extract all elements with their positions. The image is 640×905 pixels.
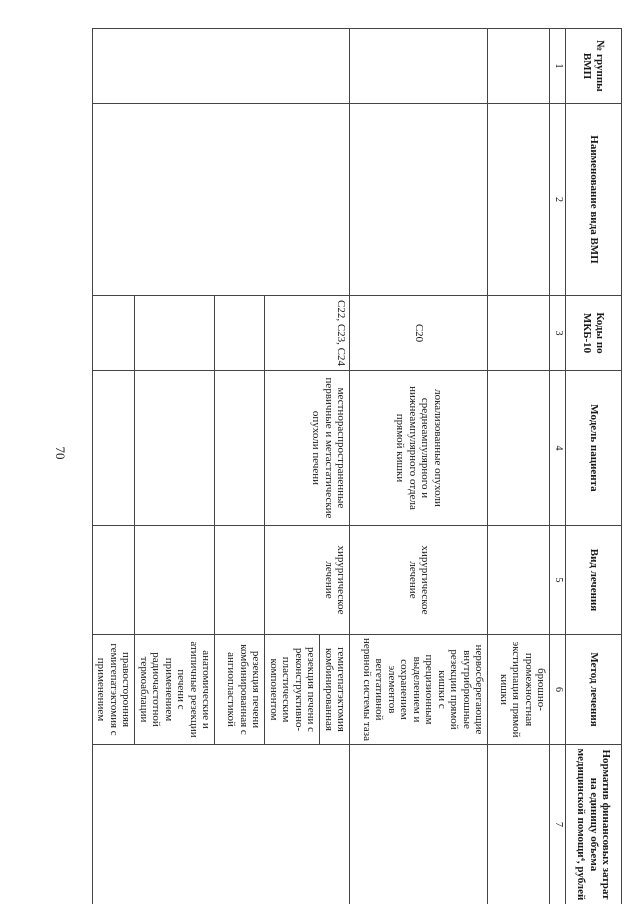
page-number: 70 [53,446,68,460]
column-number: 1 [550,29,566,104]
table-cell [93,104,351,296]
method-cell: резекция печени с реконструктивно-пластическим компонентом [265,635,320,745]
cost-cell [93,745,351,905]
table-cell [93,526,136,635]
header-treatment-method: Метод лечения [566,635,622,745]
rotated-table-area [84,28,622,904]
header-vmp-name: Наименование вида ВМП [566,104,622,296]
column-number: 6 [550,635,566,745]
table-cell [488,29,550,104]
table-cell [350,104,488,296]
table-cell [93,296,136,371]
table-cell [488,104,550,296]
method-cell: гемигепатэктомия комбинированная [320,635,350,745]
table-cell [135,371,215,526]
table-cell [215,371,265,526]
vmp-table [92,28,622,904]
table-cell [93,29,351,104]
patient-model-cell: местнораспространенные первичные и метастатические опухоли печени [265,371,350,526]
treatment-type-cell: хирургическое лечение [350,526,488,635]
cost-cell [350,745,488,905]
icd-code-cell: C20 [350,296,488,371]
header-treatment-type: Вид лечения [566,526,622,635]
header-cost-standard: Норматив финансовых затрат на единицу объема медицинской помощи⁴, рублей [566,745,622,905]
table-cell [488,296,550,371]
table-row [320,29,350,905]
table-cell [135,296,215,371]
method-cell: брюшно-промежностная экстирпация прямой кишки [488,635,550,745]
method-cell: резекция печени комбинированная с ангиопластикой [215,635,265,745]
cost-cell [488,745,550,905]
table-cell [488,371,550,526]
rotated-table [84,28,622,904]
table-row [350,29,488,905]
method-cell: правосторонняя гемигепатэктомия с применением [93,635,136,745]
table-cell [215,296,265,371]
treatment-type-cell: хирургическое лечение [265,526,350,635]
method-cell: анатомические и атипичные резекции печени с применением радиочастотной термоаблации [135,635,215,745]
table-cell [488,526,550,635]
column-number: 4 [550,371,566,526]
icd-code-cell: C22, C23, C24 [265,296,350,371]
column-number-row [550,29,566,905]
table-cell [350,29,488,104]
table-cell [215,526,265,635]
header-patient-model: Модель пациента [566,371,622,526]
header-group-number: № группы ВМП [566,29,622,104]
column-number: 5 [550,526,566,635]
column-number: 3 [550,296,566,371]
table-row [488,29,550,905]
column-number: 2 [550,104,566,296]
patient-model-cell: локализованные опухоли среднеампулярного и нижнеампулярного отдела прямой кишки [350,371,488,526]
table-cell [93,371,136,526]
table-cell [135,526,215,635]
column-number: 7 [550,745,566,905]
header-row [566,29,622,905]
method-cell: нервосберегающие внутрибрюшные резекции прямой кишки с прецизионным выделением и сохранением элементов вегетативной нервной системы таза [350,635,488,745]
header-icd-codes: Коды по МКБ-10 [566,296,622,371]
